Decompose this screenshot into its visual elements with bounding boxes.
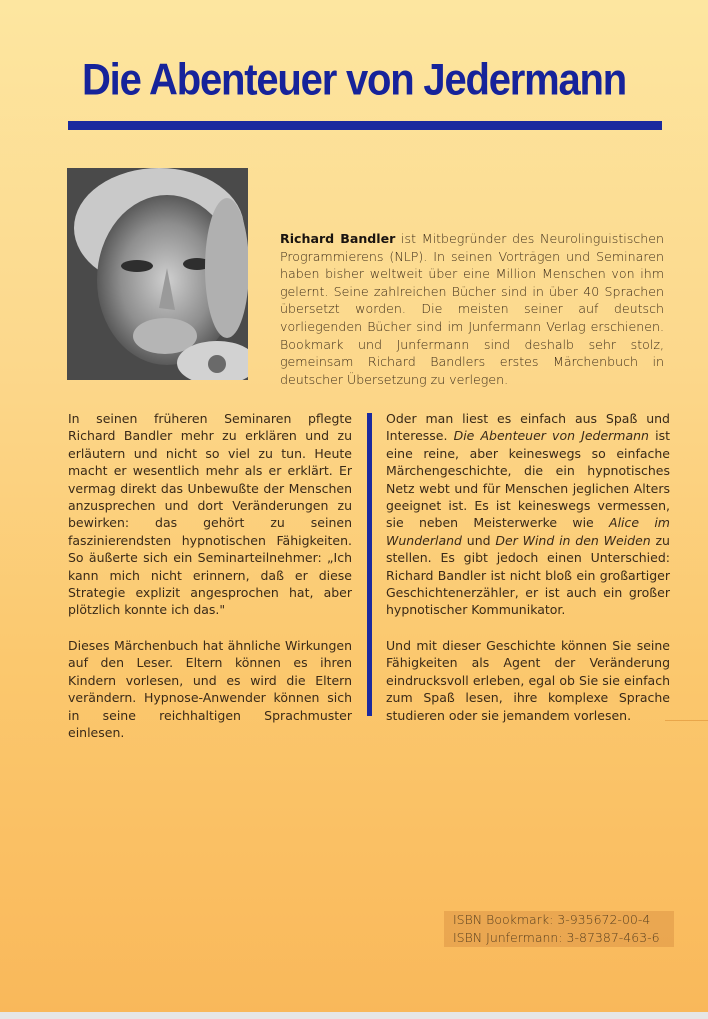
right-paragraph-1: Oder man liest es einfach aus Spaß und Interesse. Die Abenteuer von Jedermann ist eine reine, aber keineswegs so einfache Märchengeschichte, die ein hypnotisches Netz webt und für Menschen jeglichen Alters geeignet ist. Es ist keineswegs vermessen, sie neben Meisterwerke wie Alice im Wunderland und Der Wind in den Weiden zu stellen. Es gibt jedoch einen Unterschied: Richard Bandler ist nicht bloß ein großartiger Geschichtenerzähler, er ist auch ein großer hypnotischer Kommunikator. — [386, 411, 670, 618]
book-title: Die Abenteuer von Jedermann — [81, 55, 627, 105]
title-underline-rule — [68, 121, 662, 130]
isbn-junfermann: ISBN Junfermann: 3-87387-463-6 — [444, 929, 674, 947]
alice-title-reference: Alice im Wunderland — [386, 515, 670, 548]
left-text-column — [68, 410, 352, 759]
column-divider-bar — [367, 413, 372, 716]
isbn-block — [444, 911, 674, 947]
book-title-reference: Die Abenteuer von Jedermann — [453, 428, 649, 444]
right-paragraph-2: Und mit dieser Geschichte können Sie seine Fähigkeiten als Agent der Veränderung eindrucksvoll erleben, egal ob Sie sie einfach zum Spaß lesen, ihre komplexe Sprache studieren oder sie jemandem vorlesen. — [386, 637, 670, 723]
wind-title-reference: Der Wind in den Weiden — [495, 532, 651, 548]
right-text-column — [386, 410, 670, 742]
author-name: Richard Bandler — [280, 231, 396, 246]
isbn-bookmark: ISBN Bookmark: 3-935672-00-4 — [444, 911, 674, 929]
author-bio — [280, 230, 664, 388]
left-paragraph-1: In seinen früheren Seminaren pflegte Richard Bandler mehr zu erklären und zu erläutern und nicht so viel zu tun. Heute macht er wesentlich mehr als er erklärt. Er vermag direkt das Unbewußte der Menschen anzusprechen und dort Veränderungen zu bewirken: das gehört zu seinen faszinierendsten hypnotischen Fähigkeiten. So äußerte sich ein Seminarteilnehmer: „Ich kann mich nicht erinnern, daß er diese Strategie explizit angesprochen hat, aber plötzlich konnte ich das." — [68, 411, 352, 618]
author-portrait-photo — [67, 168, 248, 380]
bottom-edge-strip — [0, 1012, 708, 1019]
left-paragraph-2: Dieses Märchenbuch hat ähnliche Wirkungen auf den Leser. Eltern können es ihren Kindern vorlesen, und es wird die Eltern verändern. Hypnose-Anwender können sich in seine reichhaltigen Sprachmuster einlesen. — [68, 637, 352, 740]
author-bio-text: ist Mitbegründer des Neurolinguistischen Programmierens (NLP). In seinen Vorträgen und Seminaren haben bisher weltweit über eine Million Menschen von ihm gelernt. Seine zahlreichen Bücher sind in über 40 Sprachen übersetzt worden. Die meisten seiner auf deutsch vorliegenden Bücher sind im Junfermann Verlag erschienen. Bookmark und Junfermann sind deshalb sehr stolz, gemeinsam Richard Bandlers erstes Märchenbuch in deutscher Übersetzung zu verlegen. — [280, 231, 664, 387]
decorative-edge-line — [665, 720, 708, 721]
